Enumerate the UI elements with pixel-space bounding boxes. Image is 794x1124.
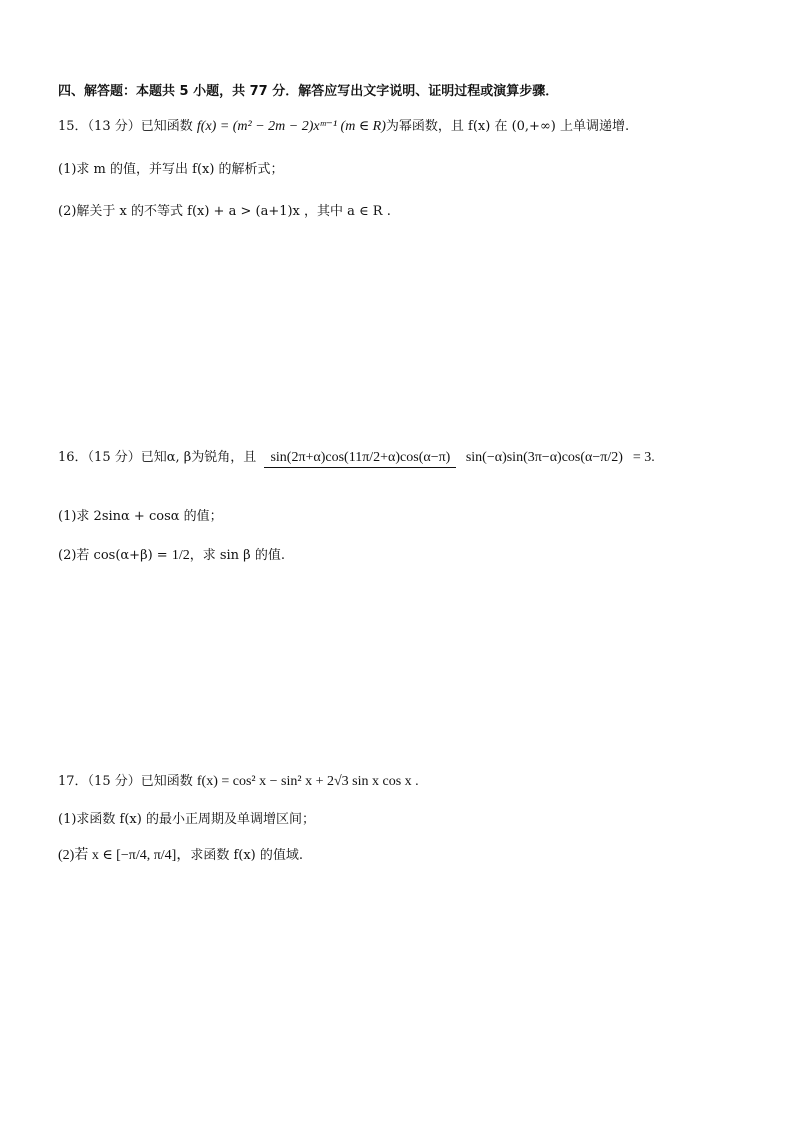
q17-part2-prefix: (2)若 x ∈ [−π/4, π/4]， xyxy=(58,848,191,863)
q15-stem-text: 已知函数 xyxy=(140,119,193,134)
q16-part2-suffix: ，求 sin β 的值. xyxy=(189,548,285,563)
q15-stem-math: f(x) = (m² − 2m − 2)xᵐ⁻¹ (m ∈ R) xyxy=(196,119,386,134)
q16-part2 xyxy=(58,546,285,566)
section-heading: 四、解答题：本题共 5 小题，共 77 分．解答应写出文字说明、证明过程或演算步骤． xyxy=(58,84,559,99)
q16-trig-fraction xyxy=(264,445,628,471)
q15-part1: (1)求 m 的值，并写出 f(x) 的解析式； xyxy=(58,162,284,177)
q16-fraction-denominator: sin(−α)sin(3π−α)cos(α−π/2) xyxy=(465,449,623,465)
q17-part2-suffix: 求函数 f(x) 的值域. xyxy=(190,848,304,863)
q15-part2: (2)解关于 x 的不等式 f(x) + a > (a+1)x ，其中 a ∈ R . xyxy=(58,204,391,219)
q16-fraction-numerator: sin(2π+α)cos(11π/2+α)cos(α−π) xyxy=(264,450,456,468)
q17-stem xyxy=(58,772,419,792)
q17-number: 17． xyxy=(58,774,88,789)
q15-score: （13 分） xyxy=(87,119,141,134)
q16-fraction-result: = 3. xyxy=(632,450,655,465)
q16-score: （15 分） xyxy=(87,450,141,465)
q17-part1: (1)求函数 f(x) 的最小正周期及单调增区间； xyxy=(58,812,315,827)
q16-stem-text: 已知α, β为锐角，且 xyxy=(140,450,257,465)
q15-number: 15． xyxy=(58,119,88,134)
q16-part1: (1)求 2sinα + cosα 的值； xyxy=(58,509,223,524)
q16-number: 16． xyxy=(58,450,88,465)
q15-stem-tail: 为幂函数，且 f(x) 在 (0,+∞) 上单调递增. xyxy=(385,119,630,134)
q16-stem xyxy=(58,425,655,491)
q17-part2 xyxy=(58,846,303,866)
q16-part2-prefix: (2)若 cos(α+β) = xyxy=(58,548,172,563)
q17-stem-text: 已知函数 xyxy=(140,774,193,789)
q15-stem xyxy=(58,117,629,137)
q17-stem-math: f(x) = cos² x − sin² x + 2√3 sin x cos x . xyxy=(196,774,419,789)
q17-score: （15 分） xyxy=(87,774,141,789)
q16-part2-value: 1/2 xyxy=(171,548,190,563)
